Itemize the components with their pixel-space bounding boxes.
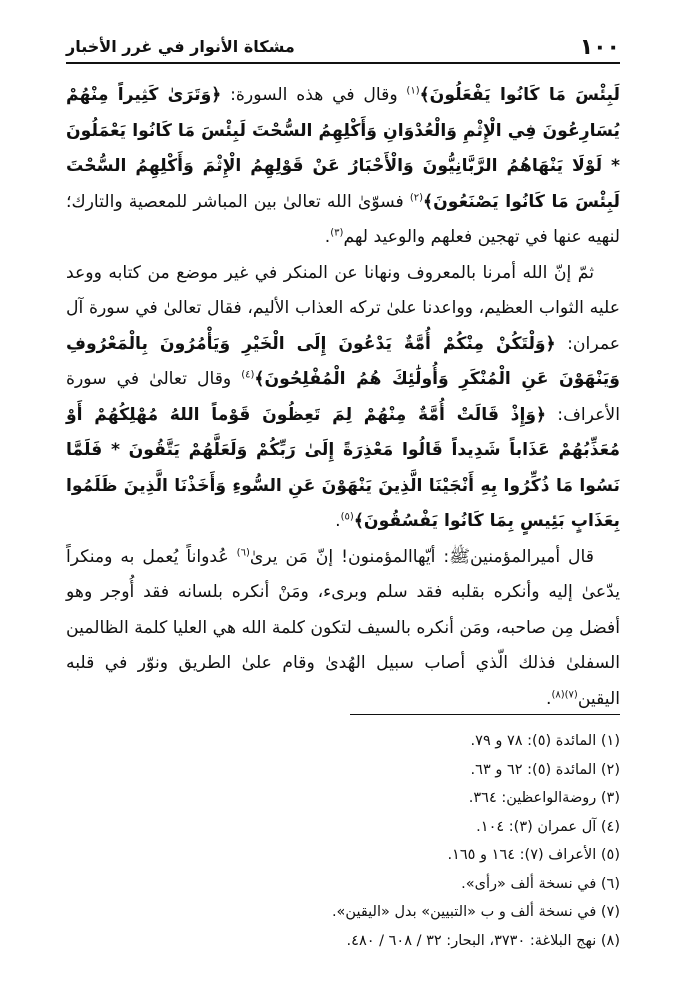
quran-quote: ﴿وَلْتَكُنْ مِنْكُمْ أُمَّةٌ يَدْعُونَ إِلَى الْخَيْرِ وَيَأْمُرُونَ بِالْمَعْرُوفِ وَيَنْهَوْنَ عَنِ الْمُنْكَرِ وَأُولَٰئِكَ هُمُ الْمُفْلِحُونَ﴾ — [66, 333, 620, 389]
footnote-ref: (٥) — [340, 511, 354, 523]
footnote-4: (٤) آل عمران (٣): ١٠٤. — [476, 818, 620, 835]
footnote-ref: (٦) — [236, 546, 250, 558]
text-run: ثمّ إنّ الله أمرنا بالمعروف ونهانا عن المنكر في غير موضع من كتابه ووعد عليه الثواب العظيم، وواعدنا علىٰ تركه العذاب الأليم، فقال تعالىٰ في سورة آل عمران: — [66, 262, 621, 354]
page-header — [66, 16, 620, 60]
text-run: عُدواناً يُعمل به ومنكراً يدّعىٰ إليه وأنكره بقلبه فقد سلم وبرىء، ومَنْ أنكره بلسانه فقد أُوجر وهو أفضل مِن صاحبه، ومَن أنكره بالسيف لتكون كلمة الله هي العليا كلمة الظالمين السفلىٰ فذلك الّذي أصاب سبيل الهُدىٰ وقام علىٰ الطريق ونوّر في قلبه اليقين — [66, 546, 620, 709]
quran-quote: لَبِئْسَ مَا كَانُوا يَفْعَلُونَ﴾ — [419, 85, 620, 105]
footnote-ref: (٤) — [241, 369, 255, 381]
footnote-ref: (٢) — [409, 191, 424, 203]
quran-quote: ﴿وَإِذْ قَالَتْ أُمَّةٌ مِنْهُمْ لِمَ تَعِظُونَ قَوْماً اللهُ مُهْلِكُهُمْ أَوْ مُعَذِّبُهُمْ عَذَاباً شَدِيداً قَالُوا مَعْذِرَةً إِلَىٰ رَبِّكُمْ وَلَعَلَّهُمْ يَتَّقُونَ * فَلَمَّا نَسُوا مَا ذُكِّرُوا بِهِ أَنْجَيْنَا الَّذِينَ يَنْهَوْنَ عَنِ السُّوءِ وَأَخَذْنَا الَّذِينَ ظَلَمُوا بِعَذَابٍ بَئِيسٍ بِمَا كَانُوا يَفْسُقُونَ﴾ — [66, 404, 620, 531]
footnote-rule — [350, 714, 620, 715]
running-title: مشكاة الأنوار في غرر الأخبار — [66, 37, 295, 56]
footnote-3: (٣) روضةالواعظين: ٣٦٤. — [468, 790, 620, 806]
main-text — [66, 78, 620, 717]
footnote-5: (٥) الأعراف (٧): ١٦٤ و ١٦٥. — [447, 847, 620, 863]
footnote-ref: (٣) — [330, 227, 344, 239]
text-run: فسوّىٰ الله تعالىٰ بين المباشر للمعصية والتارك؛ لنهيه عنها في تهجين فعلهم والوعيد لهم — [66, 191, 620, 247]
paragraph-1 — [66, 78, 620, 256]
quran-quote: ﴿وَتَرَىٰ كَثِيراً مِنْهُمْ يُسَارِعُونَ فِي الْإِثْمِ وَالْعُدْوَانِ وَأَكْلِهِمُ السُّحْتَ لَبِئْسَ مَا كَانُوا يَعْمَلُونَ * لَوْلَا يَنْهَاهُمُ الرَّبَّانِيُّونَ وَالْأَحْبَارُ عَنْ قَوْلِهِمُ الْإِثْمَ وَأَكْلِهِمُ السُّحْتَ لَبِئْسَ مَا كَانُوا يَصْنَعُونَ﴾ — [66, 85, 620, 212]
paragraph-3 — [66, 540, 620, 718]
honorific-glyph: ﷺ — [449, 546, 470, 567]
text-run: قال أميرالمؤمنين — [469, 546, 594, 567]
text-run: . — [545, 688, 552, 709]
footnotes — [66, 727, 620, 955]
footnote-8: (٨) نهج البلاغة: ٣٧٣٠، البحار: ٣٢ / ٦٠٨ / ٤٨٠. — [346, 932, 620, 949]
text-run: . — [335, 511, 341, 531]
footnote-6: (٦) في نسخة ألف «رأى». — [461, 875, 620, 892]
text-run: وقال في هذه السورة: — [221, 85, 407, 105]
text-run: . — [324, 227, 331, 247]
footnote-2: (٢) المائدة (٥): ٦٢ و ٦٣. — [470, 761, 620, 778]
text-run: : أيّهاالمؤمنون! إنّ مَن يرىٰ — [249, 546, 450, 567]
paragraph-2 — [66, 256, 620, 540]
footnote-1: (١) المائدة (٥): ٧٨ و ٧٩. — [470, 733, 620, 749]
footnote-ref: (١) — [406, 85, 420, 97]
page-number: ١٠٠ — [579, 35, 620, 60]
footnote-7: (٧) في نسخة ألف و ب «التبيين» بدل «اليقين». — [331, 904, 620, 920]
header-rule — [66, 62, 620, 64]
footnote-ref: (٧) — [564, 688, 578, 700]
text-run: وقال تعالىٰ في سورة الأعراف: — [66, 369, 621, 425]
footnote-ref: (٨) — [551, 688, 565, 700]
